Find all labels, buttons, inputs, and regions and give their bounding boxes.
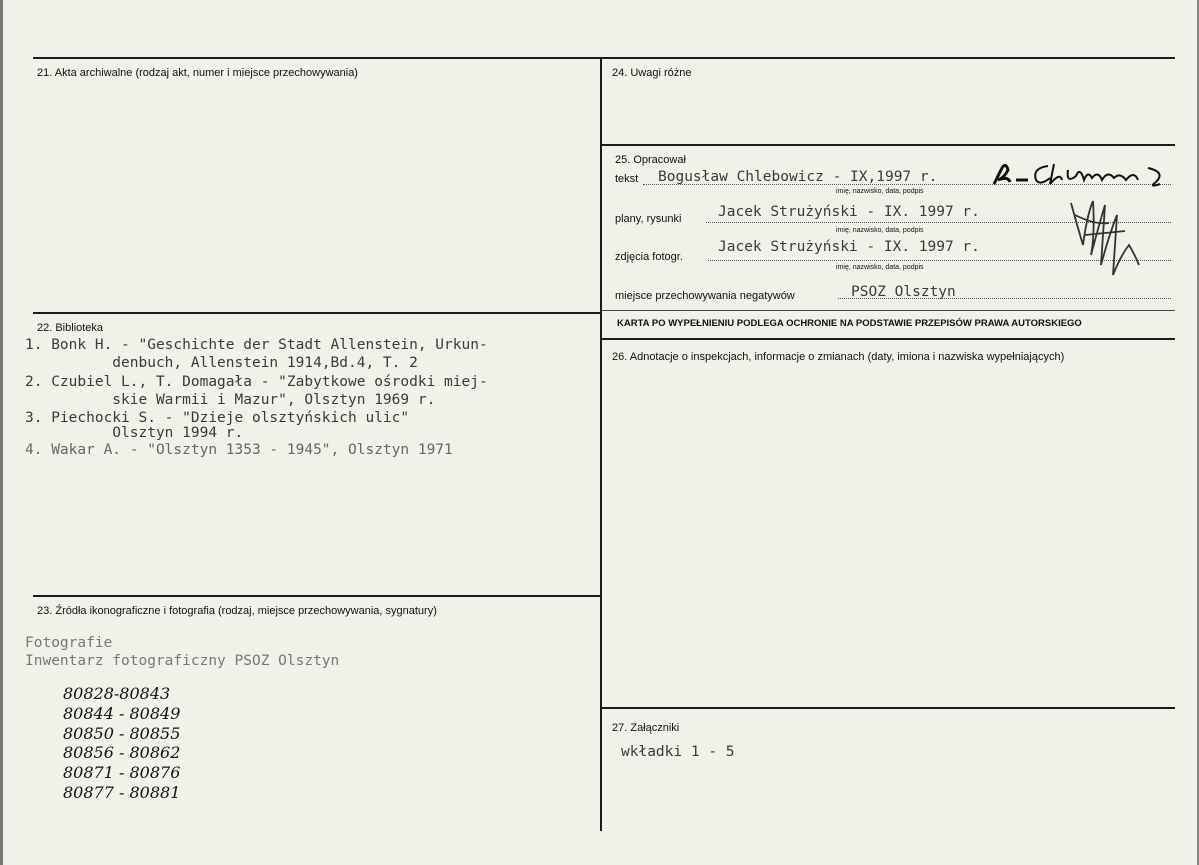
rule-26-27 <box>601 707 1175 709</box>
photo-range-1: 80828-80843 <box>63 684 171 703</box>
section-22-label: 22. Biblioteka <box>37 322 104 334</box>
miejsce-label: miejsce przechowywania negatywów <box>615 290 795 302</box>
zdjecia-caption: imię, nazwisko, data, podpis <box>836 264 924 271</box>
photo-range-3: 80850 - 80855 <box>63 724 181 743</box>
signature-chlebowicz <box>988 158 1178 190</box>
rule-24-25 <box>601 144 1175 146</box>
section-23-label: 23. Źródła ikonograficzne i fotografia (rodzaj, miejsce przechowywania, sygnatury) <box>37 605 437 617</box>
plany-caption: imię, nazwisko, data, podpis <box>836 227 924 234</box>
library-entry-3a: 3. Piechocki S. - "Dzieje olsztyńskich ulic" <box>25 410 410 426</box>
library-entry-4: 4. Wakar A. - "Olsztyn 1353 - 1945", Olsztyn 1971 <box>25 442 453 458</box>
rule-notice-26 <box>601 338 1175 340</box>
photo-inventory: Inwentarz fotograficzny PSOZ Olsztyn <box>25 653 340 669</box>
rule-25-notice <box>601 310 1175 311</box>
tekst-value: Bogusław Chlebowicz - IX,1997 r. <box>658 169 938 185</box>
top-rule-left <box>33 57 601 59</box>
section-21-label: 21. Akta archiwalne (rodzaj akt, numer i miejsce przechowywania) <box>37 67 358 79</box>
photo-range-4: 80856 - 80862 <box>63 743 181 762</box>
plany-value: Jacek Strużyński - IX. 1997 r. <box>718 204 980 220</box>
signature-struzynski <box>1065 195 1145 285</box>
section-25-label: 25. Opracował <box>615 154 686 166</box>
photo-range-5: 80871 - 80876 <box>63 763 181 782</box>
top-rule-right <box>601 57 1175 59</box>
photo-range-2: 80844 - 80849 <box>63 704 181 723</box>
tekst-caption: imię, nazwisko, data, podpis <box>836 188 924 195</box>
rule-22-23 <box>33 595 601 597</box>
zdjecia-value: Jacek Strużyński - IX. 1997 r. <box>718 239 980 255</box>
miejsce-value: PSOZ Olsztyn <box>851 284 956 300</box>
attachments-value: wkładki 1 - 5 <box>621 744 735 760</box>
plany-label: plany, rysunki <box>615 213 682 225</box>
section-24-label: 24. Uwagi różne <box>612 67 692 79</box>
library-entry-1a: 1. Bonk H. - "Geschichte der Stadt Allenstein, Urkun- <box>25 337 488 353</box>
library-entry-2a: 2. Czubiel L., T. Domagała - "Zabytkowe ośrodki miej- <box>25 374 488 390</box>
section-27-label: 27. Załączniki <box>612 722 680 734</box>
photo-range-6: 80877 - 80881 <box>63 783 181 802</box>
library-entry-3b: Olsztyn 1994 r. <box>25 425 244 441</box>
column-divider <box>600 57 602 831</box>
library-entry-1b: denbuch, Allenstein 1914,Bd.4, T. 2 <box>25 355 418 371</box>
photo-type: Fotografie <box>25 635 113 651</box>
rule-21-22 <box>33 312 601 314</box>
section-26-label: 26. Adnotacje o inspekcjach, informacje o zmianach (daty, imiona i nazwiska wypełniających) <box>612 351 1065 363</box>
zdjecia-label: zdjęcia fotogr. <box>615 251 683 263</box>
tekst-label: tekst <box>615 173 639 185</box>
library-entry-2b: skie Warmii i Mazur", Olsztyn 1969 r. <box>25 392 436 408</box>
copyright-notice: KARTA PO WYPEŁNIENIU PODLEGA OCHRONIE NA PODSTAWIE PRZEPISÓW PRAWA AUTORSKIEGO <box>617 318 1082 329</box>
